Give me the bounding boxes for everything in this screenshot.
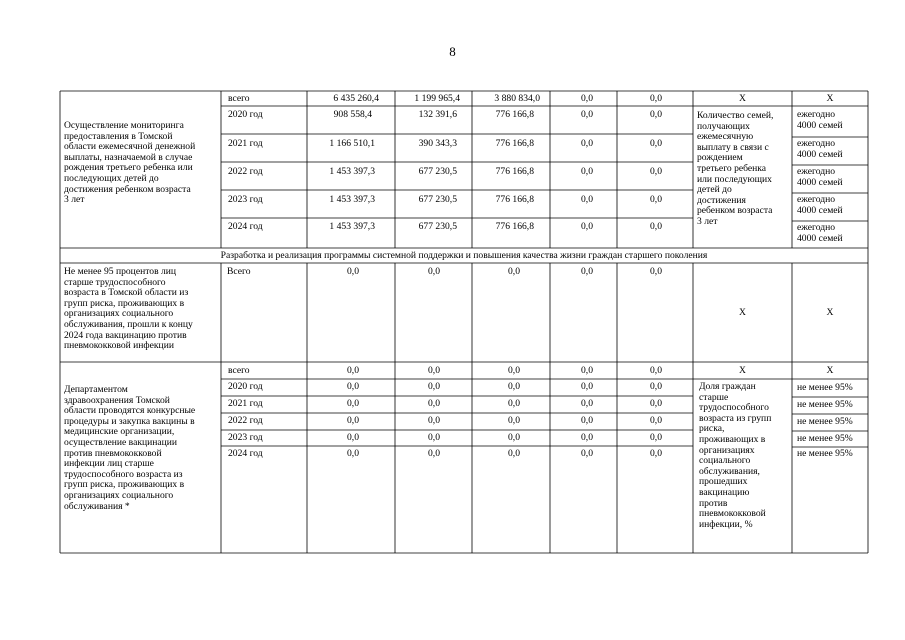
value-cell: 0,0 (428, 266, 440, 277)
value-cell: 0,0 (428, 365, 440, 376)
target-cell: не менее 95% (797, 448, 853, 459)
value-cell: 132 391,6 (418, 109, 457, 120)
value-cell: 0,0 (508, 415, 520, 426)
period-cell: 2020 год (228, 381, 263, 392)
target-cell: ежегодно 4000 семей (797, 166, 843, 188)
page-number: 8 (449, 44, 456, 59)
value-cell: 0,0 (650, 448, 662, 459)
value-cell: 0,0 (650, 166, 662, 177)
target-cell: ежегодно 4000 семей (797, 194, 843, 216)
value-cell: 0,0 (650, 138, 662, 149)
period-cell: 2024 год (228, 221, 263, 232)
value-cell: 0,0 (428, 448, 440, 459)
value-cell: 0,0 (581, 448, 593, 459)
value-cell: 0,0 (581, 221, 593, 232)
value-cell: 0,0 (650, 194, 662, 205)
value-cell: 0,0 (581, 166, 593, 177)
indicator-text: Количество семей, получающих ежемесячную выплату в связи с рождением третьего ребенка или последующих детей до достижения ребенком возраста 3 лет (697, 110, 774, 227)
value-cell: 0,0 (581, 398, 593, 409)
period-cell: 2022 год (228, 415, 263, 426)
x-mark: Х (739, 365, 746, 376)
value-cell: 0,0 (581, 93, 593, 104)
x-mark: Х (826, 365, 834, 376)
value-cell: 0,0 (581, 432, 593, 443)
value-cell: 776 166,8 (495, 194, 534, 205)
value-cell: 3 880 834,0 (494, 93, 540, 104)
value-cell: 0,0 (581, 415, 593, 426)
value-cell: 1 166 510,1 (329, 138, 375, 149)
value-cell: 1 453 397,3 (329, 221, 375, 232)
value-cell: 0,0 (508, 432, 520, 443)
target-cell: не менее 95% (797, 433, 853, 444)
value-cell: 0,0 (650, 221, 662, 232)
x-mark: Х (739, 307, 746, 318)
value-cell: 390 343,3 (418, 138, 457, 149)
target-cell: не менее 95% (797, 382, 853, 393)
value-cell: 0,0 (650, 365, 662, 376)
indicator-text: Доля граждан старше трудоспособного возраста из групп риска, проживающих в организациях социального обслуживания, прошедших вакцинацию против пневмококковой инфекции, % (699, 381, 772, 530)
value-cell: 0,0 (347, 432, 359, 443)
value-cell: 0,0 (508, 398, 520, 409)
x-mark: Х (826, 93, 834, 104)
period-cell: Всего (227, 266, 251, 277)
value-cell: 776 166,8 (495, 138, 534, 149)
x-mark: Х (826, 307, 834, 318)
value-cell: 0,0 (428, 381, 440, 392)
value-cell: 0,0 (650, 398, 662, 409)
value-cell: 776 166,8 (495, 221, 534, 232)
value-cell: 1 199 965,4 (414, 93, 460, 104)
value-cell: 776 166,8 (495, 109, 534, 120)
value-cell: 0,0 (428, 398, 440, 409)
section-title: Разработка и реализация программы системной поддержки и повышения качества жизни граждан старшего поколения (220, 250, 708, 261)
value-cell: 1 453 397,3 (329, 166, 375, 177)
period-cell: 2024 год (228, 448, 263, 459)
value-cell: 908 558,4 (333, 109, 372, 120)
period-cell: 2022 год (228, 166, 263, 177)
period-cell: всего (228, 365, 250, 376)
value-cell: 776 166,8 (495, 166, 534, 177)
value-cell: 677 230,5 (418, 221, 457, 232)
target-cell: ежегодно 4000 семей (797, 138, 843, 160)
value-cell: 0,0 (581, 266, 593, 277)
value-cell: 0,0 (347, 381, 359, 392)
value-cell: 677 230,5 (418, 166, 457, 177)
value-cell: 0,0 (347, 448, 359, 459)
measure-text: Департаментом здравоохранения Томской области проводятся конкурсные процедуры и закупка вакцины в медицинские организации, осуществление вакцинации против пневмококковой инфекции лиц старше трудоспособного возраста из групп риска, проживающих в организациях социального обслуживания * (64, 384, 196, 512)
value-cell: 0,0 (581, 381, 593, 392)
value-cell: 0,0 (650, 381, 662, 392)
value-cell: 0,0 (347, 365, 359, 376)
measure-text: Осуществление мониторинга предоставления в Томской области ежемесячной денежной выплаты, назначаемой в случае рождения третьего ребенка или последующих детей до достижения ребенком возраста 3 лет (64, 120, 196, 206)
value-cell: 0,0 (581, 138, 593, 149)
goal-text: Не менее 95 процентов лиц старше трудоспособного возраста в Томской области из групп риска, проживающих в организациях социального обслуживания, прошли к концу 2024 года вакцинацию против пневмококковой инфекции (64, 266, 193, 352)
value-cell: 0,0 (508, 266, 520, 277)
value-cell: 0,0 (508, 381, 520, 392)
value-cell: 0,0 (650, 93, 662, 104)
value-cell: 0,0 (347, 266, 359, 277)
value-cell: 0,0 (650, 266, 662, 277)
period-cell: 2021 год (228, 398, 263, 409)
value-cell: 677 230,5 (418, 194, 457, 205)
period-cell: 2023 год (228, 432, 263, 443)
value-cell: 0,0 (428, 415, 440, 426)
period-cell: 2021 год (228, 138, 263, 149)
value-cell: 0,0 (581, 109, 593, 120)
value-cell: 6 435 260,4 (333, 93, 379, 104)
value-cell: 0,0 (347, 398, 359, 409)
value-cell: 0,0 (428, 432, 440, 443)
value-cell: 0,0 (650, 109, 662, 120)
target-cell: не менее 95% (797, 399, 853, 410)
x-mark: Х (739, 93, 746, 104)
period-cell: 2020 год (228, 109, 263, 120)
period-cell: 2023 год (228, 194, 263, 205)
value-cell: 0,0 (650, 432, 662, 443)
value-cell: 0,0 (508, 365, 520, 376)
value-cell: 0,0 (508, 448, 520, 459)
value-cell: 0,0 (581, 194, 593, 205)
value-cell: 0,0 (347, 415, 359, 426)
target-cell: не менее 95% (797, 416, 853, 427)
value-cell: 1 453 397,3 (329, 194, 375, 205)
target-cell: ежегодно 4000 семей (797, 109, 843, 131)
value-cell: 0,0 (650, 415, 662, 426)
period-cell: всего (228, 93, 250, 104)
target-cell: ежегодно 4000 семей (797, 222, 843, 244)
value-cell: 0,0 (581, 365, 593, 376)
